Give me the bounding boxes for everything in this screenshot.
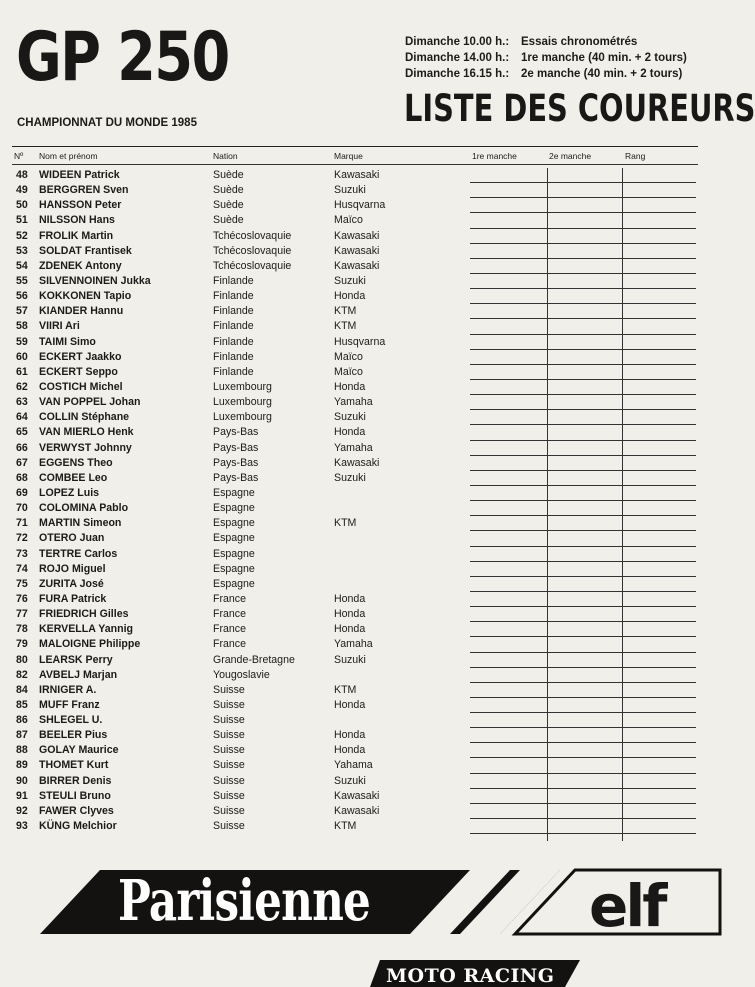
rider-number: 50 (16, 199, 28, 212)
rider-brand: Honda (334, 426, 366, 439)
rider-name: KIANDER Hannu (39, 305, 124, 318)
rider-name: IRNIGER A. (39, 683, 97, 696)
rider-row (0, 380, 720, 395)
rider-number: 80 (16, 653, 28, 666)
rider-brand: Maïco (334, 365, 363, 378)
rider-number: 78 (16, 623, 28, 636)
rider-nation: Espagne (213, 547, 255, 560)
rider-name: SILVENNOINEN Jukka (39, 274, 151, 287)
rider-name: GOLAY Maurice (39, 744, 119, 757)
rider-brand: Honda (334, 380, 366, 393)
rider-brand: Yamaha (334, 638, 373, 651)
rider-brand: Kawasaki (334, 169, 380, 181)
rider-row (0, 319, 720, 334)
rider-number: 89 (16, 759, 28, 772)
result-entry-line (470, 833, 696, 834)
rider-brand: Honda (334, 698, 366, 711)
schedule (405, 34, 687, 82)
elf-logo: elf (589, 872, 665, 940)
rider-brand: Husqvarna (334, 335, 386, 348)
rider-number: 55 (16, 274, 28, 287)
rider-number: 84 (16, 683, 28, 696)
rider-brand: Honda (334, 623, 366, 636)
rider-number: 86 (16, 714, 28, 727)
rider-brand: KTM (334, 305, 357, 318)
rider-number: 91 (16, 789, 28, 802)
rider-name: BERGGREN Sven (39, 184, 129, 197)
rider-brand: Kawasaki (334, 244, 380, 257)
rider-name: ZDENEK Antony (39, 259, 122, 272)
rider-number: 67 (16, 456, 28, 469)
rider-name: SOLDAT Frantisek (39, 244, 132, 257)
schedule-row: Dimanche 14.00 h.: 1re manche (40 min. + 2 tours) (405, 52, 687, 64)
rider-number: 79 (16, 638, 28, 651)
rider-row (0, 441, 720, 456)
rider-nation: Luxembourg (213, 411, 272, 424)
divider (12, 146, 698, 147)
rider-nation: Suisse (213, 820, 245, 833)
rider-number: 49 (16, 184, 28, 197)
rider-nation: Espagne (213, 562, 255, 575)
rider-row (0, 456, 720, 471)
rider-name: MALOIGNE Philippe (39, 638, 141, 651)
rider-name: BEELER Pius (39, 729, 108, 742)
rider-number: 71 (16, 517, 28, 530)
rider-row (0, 713, 720, 728)
rider-name: BIRRER Denis (39, 774, 112, 787)
rider-name: FAWER Clyves (39, 804, 114, 817)
rider-row (0, 531, 720, 546)
rider-nation: Suisse (213, 729, 245, 742)
rider-name: MUFF Franz (39, 698, 100, 711)
rider-row (0, 304, 720, 319)
rider-row (0, 774, 720, 789)
rider-brand: Suzuki (334, 774, 366, 787)
rider-row (0, 728, 720, 743)
rider-number: 76 (16, 592, 28, 605)
rider-nation: Yougoslavie (213, 668, 270, 681)
rider-nation: Finlande (213, 365, 254, 378)
rider-number: 77 (16, 608, 28, 621)
rider-name: VAN MIERLO Henk (39, 426, 134, 439)
rider-nation: Espagne (213, 577, 255, 590)
rider-row (0, 259, 720, 274)
rider-row (0, 637, 720, 652)
rider-brand: Honda (334, 729, 366, 742)
rider-number: 68 (16, 471, 28, 484)
rider-row (0, 244, 720, 259)
parisienne-logo: Parisienne (118, 868, 371, 934)
rider-name: HANSSON Peter (39, 199, 122, 212)
rider-nation: Suisse (213, 804, 245, 817)
rider-row (0, 486, 720, 501)
rider-row (0, 289, 720, 304)
rider-brand: Honda (334, 608, 366, 621)
rider-row (0, 547, 720, 562)
col-header-heat2: 2e manche (549, 151, 592, 161)
rider-brand: Kawasaki (334, 789, 380, 802)
rider-number: 60 (16, 350, 28, 363)
rider-name: OTERO Juan (39, 532, 105, 545)
rider-name: STEULI Bruno (39, 789, 111, 802)
rider-brand: Kawasaki (334, 259, 380, 272)
rider-row (0, 425, 720, 440)
rider-row (0, 562, 720, 577)
rider-number: 92 (16, 804, 28, 817)
rider-row (0, 168, 720, 183)
rider-number: 74 (16, 562, 28, 575)
rider-name: TERTRE Carlos (39, 547, 118, 560)
rider-brand: Kawasaki (334, 456, 380, 469)
rider-nation: Suisse (213, 774, 245, 787)
rider-name: SHLEGEL U. (39, 714, 103, 727)
schedule-row: Dimanche 16.15 h.: 2e manche (40 min. + 2 tours) (405, 68, 683, 80)
rider-name: ECKERT Seppo (39, 365, 118, 378)
rider-nation: France (213, 592, 246, 605)
rider-row (0, 516, 720, 531)
rider-nation: Espagne (213, 517, 255, 530)
rider-row (0, 789, 720, 804)
rider-number: 69 (16, 486, 28, 499)
rider-brand: Husqvarna (334, 199, 386, 212)
page-title: GP 250 (16, 18, 229, 97)
rider-number: 62 (16, 380, 28, 393)
rider-row (0, 471, 720, 486)
rider-number: 85 (16, 698, 28, 711)
rider-brand: Yamaha (334, 396, 373, 409)
rider-name: COLOMINA Pablo (39, 502, 129, 515)
rider-name: ROJO Miguel (39, 562, 106, 575)
rider-number: 75 (16, 577, 28, 590)
rider-nation: Luxembourg (213, 380, 272, 393)
rider-number: 64 (16, 411, 28, 424)
rider-nation: Finlande (213, 350, 254, 363)
rider-brand: Honda (334, 290, 366, 303)
rider-nation: Suisse (213, 698, 245, 711)
rider-number: 63 (16, 396, 28, 409)
rider-name: FURA Patrick (39, 592, 107, 605)
rider-row (0, 653, 720, 668)
rider-nation: Suisse (213, 759, 245, 772)
rider-brand: KTM (334, 820, 357, 833)
rider-name: MARTIN Simeon (39, 517, 122, 530)
col-header-brand: Marque (334, 151, 363, 161)
rider-name: THOMET Kurt (39, 759, 109, 772)
rider-row (0, 229, 720, 244)
rider-nation: Tchécoslovaquie (213, 229, 292, 242)
rider-number: 72 (16, 532, 28, 545)
rider-number: 48 (16, 169, 28, 181)
rider-number: 52 (16, 229, 28, 242)
rider-nation: Espagne (213, 486, 255, 499)
rider-name: VERWYST Johnny (39, 441, 132, 454)
rider-name: COSTICH Michel (39, 380, 123, 393)
col-header-no: Nº (14, 151, 24, 161)
rider-number: 58 (16, 320, 28, 333)
championship-subtitle: CHAMPIONNAT DU MONDE 1985 (17, 117, 197, 129)
rider-number: 66 (16, 441, 28, 454)
rider-nation: Espagne (213, 532, 255, 545)
rider-name: LEARSK Perry (39, 653, 113, 666)
rider-row (0, 274, 720, 289)
rider-name: NILSSON Hans (39, 214, 115, 227)
riders-table (0, 168, 720, 834)
rider-row (0, 198, 720, 213)
rider-brand: Suzuki (334, 411, 366, 424)
sponsor-banner (0, 868, 720, 987)
rider-nation: France (213, 623, 246, 636)
rider-name: WIDEEN Patrick (39, 169, 120, 181)
rider-row (0, 213, 720, 228)
rider-name: COLLIN Stéphane (39, 411, 130, 424)
rider-nation: Finlande (213, 305, 254, 318)
rider-name: EGGENS Theo (39, 456, 113, 469)
rider-nation: Suède (213, 169, 244, 181)
rider-name: COMBEE Leo (39, 471, 108, 484)
schedule-row: Dimanche 10.00 h.: Essais chronométrés (405, 36, 638, 48)
rider-brand: Suzuki (334, 184, 366, 197)
rider-number: 87 (16, 729, 28, 742)
divider (12, 164, 698, 165)
rider-nation: Tchécoslovaquie (213, 259, 292, 272)
rider-nation: Espagne (213, 502, 255, 515)
rider-number: 93 (16, 820, 28, 833)
rider-row (0, 350, 720, 365)
rider-row (0, 183, 720, 198)
rider-nation: Grande-Bretagne (213, 653, 295, 666)
rider-brand: KTM (334, 683, 357, 696)
rider-number: 53 (16, 244, 28, 257)
rider-name: KERVELLA Yannig (39, 623, 133, 636)
rider-nation: Finlande (213, 274, 254, 287)
rider-number: 57 (16, 305, 28, 318)
rider-row (0, 668, 720, 683)
rider-nation: Suède (213, 199, 244, 212)
rider-name: AVBELJ Marjan (39, 668, 118, 681)
rider-name: VIIRI Ari (39, 320, 80, 333)
rider-nation: Finlande (213, 335, 254, 348)
rider-nation: Tchécoslovaquie (213, 244, 292, 257)
rider-brand: Yahama (334, 759, 373, 772)
rider-row (0, 819, 720, 834)
rider-nation: Pays-Bas (213, 471, 259, 484)
rider-row (0, 743, 720, 758)
rider-row (0, 365, 720, 380)
rider-number: 59 (16, 335, 28, 348)
rider-row (0, 698, 720, 713)
rider-brand: Maïco (334, 214, 363, 227)
rider-brand: KTM (334, 517, 357, 530)
rider-row (0, 622, 720, 637)
rider-number: 54 (16, 259, 28, 272)
rider-number: 51 (16, 214, 28, 227)
rider-nation: France (213, 638, 246, 651)
rider-name: LOPEZ Luis (39, 486, 100, 499)
rider-brand: Suzuki (334, 274, 366, 287)
rider-row (0, 577, 720, 592)
rider-number: 61 (16, 365, 28, 378)
rider-number: 73 (16, 547, 28, 560)
rider-nation: Suisse (213, 789, 245, 802)
rider-brand: Honda (334, 744, 366, 757)
rider-name: TAIMI Simo (39, 335, 96, 348)
rider-nation: Suède (213, 214, 244, 227)
rider-name: KOKKONEN Tapio (39, 290, 132, 303)
rider-nation: Suède (213, 184, 244, 197)
rider-row (0, 607, 720, 622)
rider-nation: Suisse (213, 744, 245, 757)
rider-row (0, 410, 720, 425)
rider-row (0, 335, 720, 350)
rider-brand: Kawasaki (334, 229, 380, 242)
rider-brand: KTM (334, 320, 357, 333)
rider-brand: Suzuki (334, 653, 366, 666)
rider-number: 56 (16, 290, 28, 303)
rider-nation: Pays-Bas (213, 426, 259, 439)
rider-nation: Pays-Bas (213, 456, 259, 469)
rider-row (0, 592, 720, 607)
rider-row (0, 683, 720, 698)
rider-name: KÜNG Melchior (39, 820, 117, 833)
rider-number: 65 (16, 426, 28, 439)
rider-name: ECKERT Jaakko (39, 350, 122, 363)
rider-name: FROLIK Martin (39, 229, 114, 242)
rider-number: 90 (16, 774, 28, 787)
col-header-name: Nom et prénom (39, 151, 98, 161)
list-title: LISTE DES COUREURS (404, 87, 755, 130)
rider-brand: Kawasaki (334, 804, 380, 817)
rider-nation: Suisse (213, 714, 245, 727)
rider-number: 70 (16, 502, 28, 515)
rider-nation: Finlande (213, 320, 254, 333)
rider-number: 88 (16, 744, 28, 757)
rider-row (0, 501, 720, 516)
col-header-rank: Rang (625, 151, 646, 161)
rider-name: VAN POPPEL Johan (39, 396, 141, 409)
rider-nation: Pays-Bas (213, 441, 259, 454)
rider-row (0, 804, 720, 819)
rider-name: ZURITA José (39, 577, 104, 590)
col-header-nation: Nation (213, 151, 238, 161)
rider-number: 82 (16, 668, 28, 681)
rider-name: FRIEDRICH Gilles (39, 608, 129, 621)
rider-brand: Honda (334, 592, 366, 605)
rider-brand: Suzuki (334, 471, 366, 484)
rider-nation: Luxembourg (213, 396, 272, 409)
rider-nation: France (213, 608, 246, 621)
rider-brand: Yamaha (334, 441, 373, 454)
rider-row (0, 395, 720, 410)
rider-row (0, 758, 720, 773)
rider-nation: Suisse (213, 683, 245, 696)
col-header-heat1: 1re manche (472, 151, 517, 161)
rider-brand: Maïco (334, 350, 363, 363)
moto-racing-label: MOTO RACING (386, 965, 555, 987)
rider-nation: Finlande (213, 290, 254, 303)
